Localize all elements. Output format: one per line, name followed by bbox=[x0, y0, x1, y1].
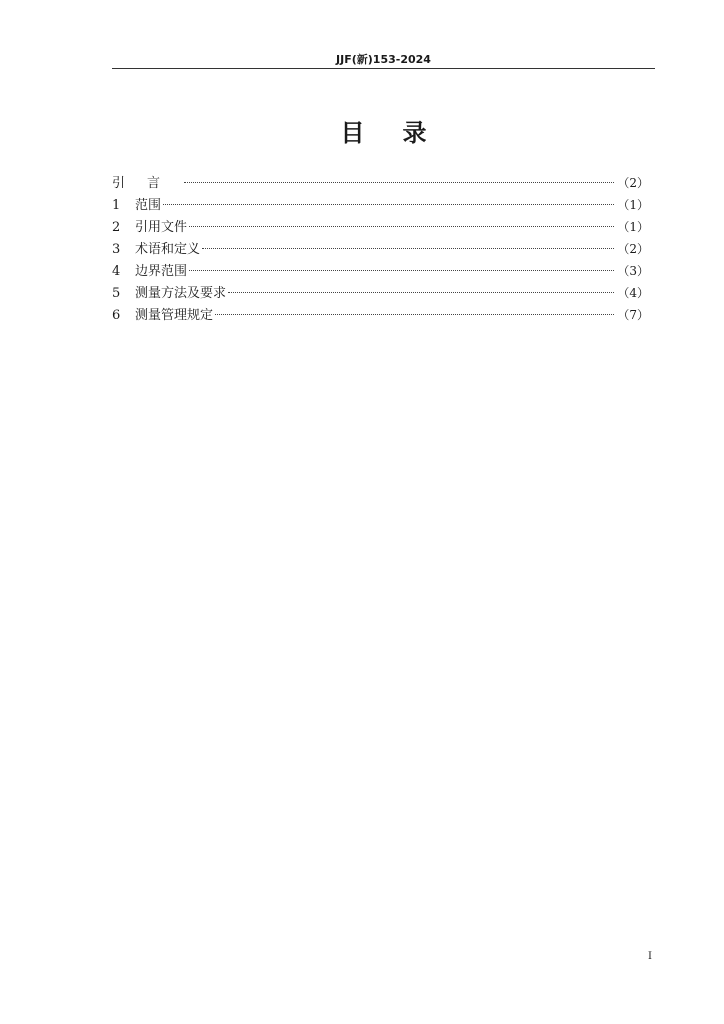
toc-entry-boundary[interactable] bbox=[112, 260, 649, 282]
toc-entry-number: 1 bbox=[112, 198, 121, 213]
toc-entry-label: 边界范围 bbox=[135, 264, 188, 279]
toc-entry-label: 引用文件 bbox=[135, 220, 188, 235]
toc-dot-leader bbox=[189, 270, 614, 271]
toc-entry-number: 3 bbox=[112, 242, 121, 257]
toc-dot-leader bbox=[189, 226, 614, 227]
toc-title: 目录 bbox=[340, 119, 465, 147]
toc-entry-page: （3） bbox=[617, 264, 649, 278]
toc-dot-leader bbox=[202, 248, 614, 249]
toc-entry-page: （2） bbox=[617, 176, 649, 190]
toc-entry-label: 术语和定义 bbox=[135, 242, 201, 257]
toc-entry-number: 5 bbox=[112, 286, 121, 301]
toc-entry-page: （4） bbox=[617, 286, 649, 300]
toc-entry-page: （1） bbox=[617, 198, 649, 212]
toc-dot-leader bbox=[228, 292, 614, 293]
toc-entry-terms[interactable] bbox=[112, 238, 649, 260]
toc-entry-label: 引言 bbox=[112, 176, 183, 191]
toc-entry-methods[interactable] bbox=[112, 282, 649, 304]
toc-entry-label: 测量管理规定 bbox=[135, 308, 214, 323]
toc-entry-number: 6 bbox=[112, 308, 121, 323]
toc-entry-management[interactable] bbox=[112, 304, 649, 326]
toc-dot-leader bbox=[215, 314, 614, 315]
toc-entry-label: 测量方法及要求 bbox=[135, 286, 227, 301]
toc-entry-foreword[interactable] bbox=[112, 172, 649, 194]
toc-entry-number: 2 bbox=[112, 220, 121, 235]
toc-entry-number: 4 bbox=[112, 264, 121, 279]
toc-entry-label: 范围 bbox=[135, 198, 162, 213]
toc-dot-leader bbox=[184, 182, 614, 183]
table-of-contents bbox=[112, 172, 649, 326]
toc-entry-scope[interactable] bbox=[112, 194, 649, 216]
page-number: I bbox=[648, 951, 652, 962]
toc-entry-references[interactable] bbox=[112, 216, 649, 238]
toc-dot-leader bbox=[163, 204, 614, 205]
page-header-code: JJF(新)153-2024 bbox=[336, 53, 431, 66]
header-divider bbox=[112, 68, 655, 69]
toc-entry-page: （2） bbox=[617, 242, 649, 256]
toc-entry-page: （7） bbox=[617, 308, 649, 322]
toc-entry-page: （1） bbox=[617, 220, 649, 234]
